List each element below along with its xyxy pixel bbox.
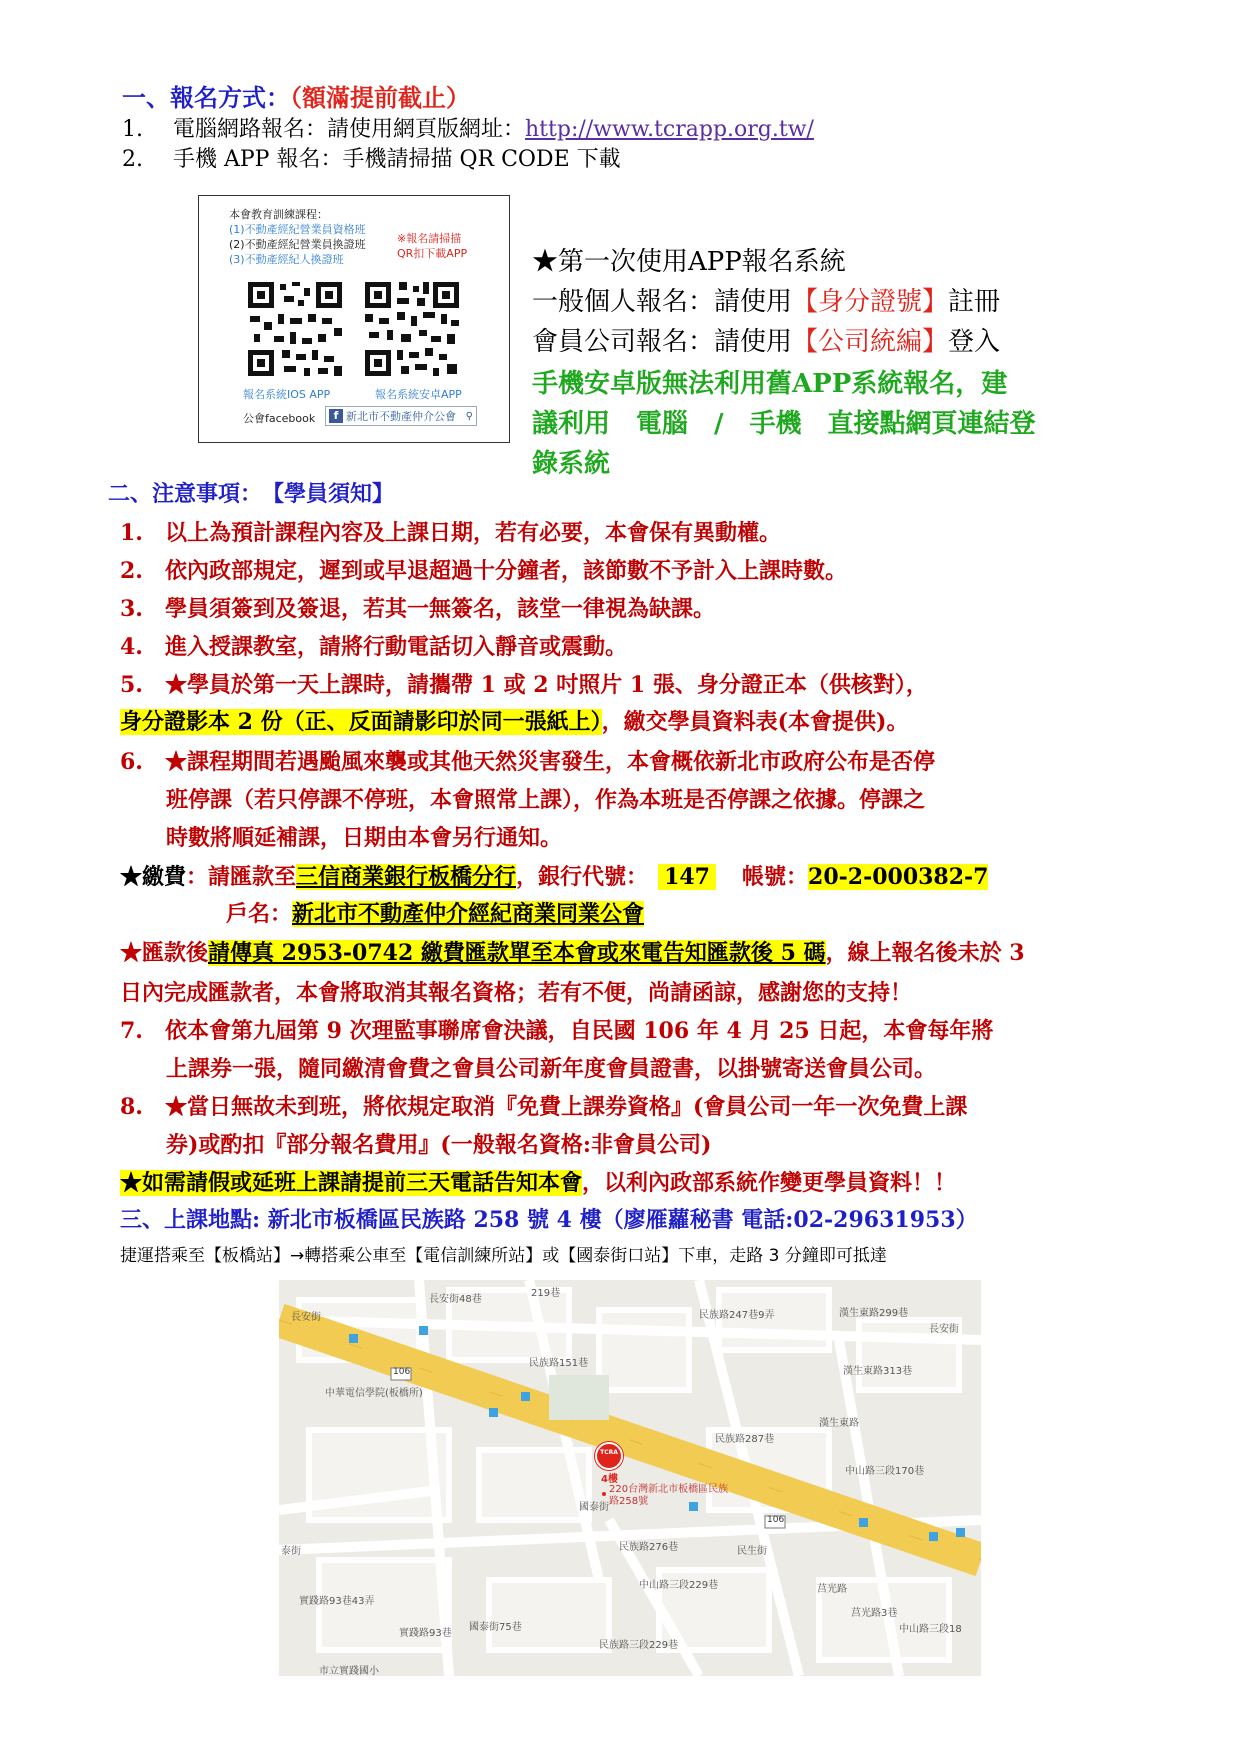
marker-logo: TCRA [600,1449,618,1456]
remittance-line: ★匯款後請傳真 2953-0742 繳費匯款單至本會或來電告知匯款後 5 碼，線上報名後未於 3 [120,940,1025,966]
qr-note-2: QR扣下載APP [397,247,468,260]
registration-url-link[interactable]: http://www.tcrapp.org.tw/ [525,117,814,142]
app-info [532,242,1000,362]
account-name: 新北市不動產仲介經紀商業同業公會 [292,901,645,927]
android-qr-code-icon[interactable] [361,278,463,380]
app-info-line-1: ★第一次使用APP報名系統 [532,247,846,277]
map-address: 220台灣新北市板橋區民族路258號 [609,1484,729,1507]
qr-code-card [198,195,510,443]
directions: 捷運搭乘至【板橋站】→轉搭乘公車至【電信訓練所站】或【國泰街口站】下車，走路 3 分鐘即可抵達 [120,1246,887,1266]
notice-item-4: 4. 進入授課教室，請將行動電話切入靜音或震動。 [120,634,627,660]
qr-note-1: ※報名請掃描 [397,232,462,245]
app-info-line-3: 會員公司報名：請使用【公司統編】登入 [532,327,1001,357]
registration-item-2 [122,142,621,173]
search-icon: ⚲ [465,410,473,422]
remittance-line-2: 日內完成匯款者，本會將取消其報名資格；若有不便，尚請函諒，感謝您的支持！ [120,980,913,1006]
course-1: (1)不動產經紀營業員資格班 [229,223,366,236]
section-title: 一、報名方式： [122,83,290,112]
bank-name: 三信商業銀行板橋分行 [296,864,517,890]
facebook-icon: f [329,409,343,423]
facebook-search-text: 新北市不動產仲介公會 [346,410,456,423]
ios-app-label: 報名系統IOS APP [243,388,331,401]
notice-item-6: 6. ★課程期間若遇颱風來襲或其他天然災害發生，本會概依新北市政府公布是否停 [120,749,935,775]
account-number: 20-2-000382-7 [808,864,989,890]
android-app-label: 報名系統安卓APP [375,388,462,401]
course-3: (3)不動產經紀人換證班 [229,253,344,266]
notice-item-1: 1. 以上為預計課程內容及上課日期，若有必要，本會保有異動權。 [120,520,781,546]
fax-instruction: 請傳真 2953-0742 繳費匯款單至本會或來電告知匯款後 5 碼 [208,940,826,966]
id-copy-highlight: 身分證影本 2 份（正、反面請影印於同一張紙上） [120,709,602,735]
location-title: 三、上課地點: 新北市板橋區民族路 258 號 4 樓（廖雁蘿秘書 電話:02-29631953） [120,1207,978,1233]
bank-code: 147 [658,864,716,890]
payment-line: ★繳費：請匯款至三信商業銀行板橋分行，銀行代號： 147 帳號：20-2-000382-7 [120,864,989,890]
notice-item-5-cont: 身分證影本 2 份（正、反面請影印於同一張紙上），繳交學員資料表(本會提供)。 [120,709,909,735]
app-info-line-2: 一般個人報名：請使用【身分證號】註冊 [532,287,1001,317]
notice-item-5: 5. ★學員於第一天上課時，請攜帶 1 或 2 吋照片 1 張、身分證正本（供核對）， [120,672,928,698]
address-dot-icon [602,1492,606,1496]
notice-item-7-line-2: 上課券一張，隨同繳清會費之會員公司新年度會員證書，以掛號寄送會員公司。 [166,1056,937,1082]
notice-item-8-line-2: 券)或酌扣『部分報名費用』(一般報名資格:非會員公司) [166,1132,712,1158]
notice-item-8: 8. ★當日無故未到班，將依規定取消『免費上課券資格』(會員公司一年一次免費上課 [120,1094,968,1120]
account-name-line: 戶名：新北市不動產仲介經紀商業同業公會 [226,901,645,927]
section-title-note: （額滿提前截止） [290,83,470,112]
road-badge-2: 106 [767,1515,785,1525]
item-number: 2. [122,147,143,172]
marker-floor: 4樓 [601,1474,618,1485]
ios-qr-code-icon[interactable] [244,278,346,380]
notice-item-3: 3. 學員須簽到及簽退，若其一無簽名，該堂一律視為缺課。 [120,596,715,622]
registration-item-1 [122,112,814,143]
course-2: (2)不動產經紀營業員換證班 [229,238,366,251]
item-number: 1. [122,117,143,142]
registration-heading [122,78,470,113]
location-map[interactable]: 106 106 長安街 長安街48巷 219巷 民族路247巷9弄 漢生東路299巷 漢生東路313巷 長安街 民族路151巷 中華電信學院(板橋所) 漢生東路 民族路287巷 中山路三段170巷 國泰街 民族路276巷 民生街 泰街 中山路三段229巷 莒光路 莒光路3巷 中山路三段18 實踐路93巷43弄 實踐路93巷 國泰街75巷 民族路三段229巷 市立實踐國小 TCRA 4樓 220台灣新北市板橋區民族路258號 [279,1280,981,1676]
leave-notice: ★如需請假或延班上課請提前三天電話告知本會，以利內政部系統作變更學員資料！！ [120,1170,957,1196]
notice-item-6-line-2: 班停課（若只停課不停班，本會照常上課），作為本班是否停課之依據。停課之 [166,787,926,813]
location-pin-icon[interactable] [595,1442,623,1470]
item-text: 電腦網路報名：請使用網頁版網址： [173,117,526,142]
notice-title: 二、注意事項： 【學員須知】 [108,481,395,507]
android-warning: 手機安卓版無法利用舊APP系統報名，建 議利用 電腦 / 手機 直接點網頁連結登 錄系統 [532,369,1036,479]
item-text: 手機 APP 報名：手機請掃描 QR CODE 下載 [173,147,621,172]
road-badge-1: 106 [393,1367,411,1377]
notice-item-2: 2. 依內政部規定，遲到或早退超過十分鐘者，該節數不予計入上課時數。 [120,558,847,584]
facebook-search-box[interactable] [325,406,477,426]
notice-item-7: 7. 依本會第九屆第 9 次理監事聯席會決議，自民國 106 年 4 月 25 日起，本會每年將 [120,1018,994,1044]
qr-card-heading: 本會教育訓練課程： [229,208,328,221]
facebook-prefix: 公會facebook [243,412,316,425]
notice-item-6-line-3: 時數將順延補課，日期由本會另行通知。 [166,825,563,851]
